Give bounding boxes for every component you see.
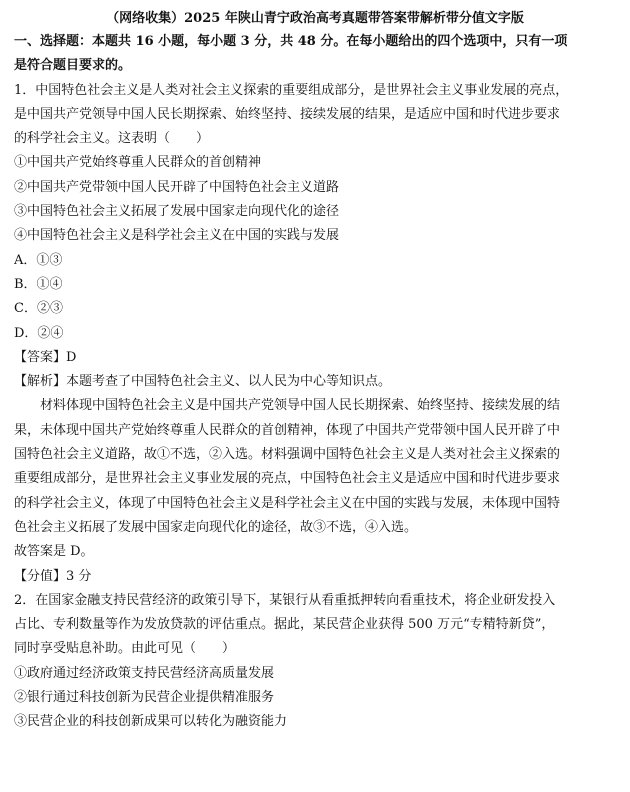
q1-option-b: B．①④ (14, 276, 63, 292)
q1-analysis-intro: 【解析】本题考查了中国特色社会主义、以人民为中心等知识点。 (14, 374, 392, 390)
q1-analysis-line-1: 材料体现中国特色社会主义是中国共产党领导中国人民长期探索、始终坚持、接续发展的结 (40, 398, 561, 414)
q2-statement-3: ③民营企业的科技创新成果可以转化为融资能力 (14, 714, 288, 730)
q1-option-d: D．②④ (14, 325, 64, 341)
q1-analysis-line-6: 色社会主义拓展了发展中国家走向现代化的途径，故③不选，④入选。 (14, 519, 418, 535)
q1-analysis-line-4: 重要组成部分，是世界社会主义事业发展的亮点，中国特色社会主义是适应中国和时代进步要求 (14, 471, 561, 487)
q1-statement-3: ③中国特色社会主义拓展了发展中国家走向现代化的途径 (14, 204, 340, 220)
q1-score: 【分值】3 分 (14, 568, 92, 584)
document-title: （网络收集）2025 年陕山青宁政治高考真题带答案带解析带分值文字版 (106, 11, 524, 26)
q2-statement-2: ②银行通过科技创新为民营企业提供精准服务 (14, 690, 275, 706)
q1-conclusion: 故答案是 D。 (14, 544, 94, 560)
q1-statement-2: ②中国共产党带领中国人民开辟了中国特色社会主义道路 (14, 179, 340, 195)
q1-analysis-line-2: 果，未体现中国共产党始终尊重人民群众的首创精神，体现了中国共产党带领中国人民开辟了中 (14, 422, 561, 438)
section-heading-line-1: 一、选择题：本题共 16 小题，每小题 3 分，共 48 分。在每小题给出的四个选项中，只有一项 (14, 34, 568, 49)
q1-analysis-line-3: 国特色社会主义道路，故①不选，②入选。材料强调中国特色社会主义是人类对社会主义探索的 (14, 447, 561, 463)
q2-stem-line-2: 占比、专利数量等作为发放贷款的评估重点。据此，某民营企业获得 500 万元“专精特新贷”， (14, 617, 555, 633)
question-1 (14, 79, 616, 589)
q1-option-c: C．②③ (14, 301, 63, 317)
q2-statement-1: ①政府通过经济政策支持民营经济高质量发展 (14, 665, 275, 681)
q1-analysis-line-5: 的科学社会主义，体现了中国特色社会主义是科学社会主义在中国的实践与发展，未体现中国特 (14, 495, 561, 511)
q1-option-a: A．①③ (14, 252, 63, 268)
section-heading-line-2: 是符合题目要求的。 (14, 58, 132, 74)
q1-stem-line-2: 是中国共产党领导中国人民长期探索、始终坚持、接续发展的结果，是适应中国和时代进步要求 (14, 106, 561, 122)
q1-stem-line-3: 的科学社会主义。这表明（ ） (14, 131, 210, 147)
q2-stem-line-1: 2．在国家金融支持民营经济的政策引导下，某银行从看重抵押转向看重技术，将企业研发投入 (14, 592, 556, 608)
q1-statement-1: ①中国共产党始终尊重人民群众的首创精神 (14, 155, 262, 171)
q1-answer: 【答案】D (14, 349, 77, 365)
question-2 (14, 589, 616, 735)
q2-stem-line-3: 同时享受贴息补助。由此可见（ ） (14, 641, 236, 657)
q1-statement-4: ④中国特色社会主义是科学社会主义在中国的实践与发展 (14, 228, 340, 244)
q1-stem-line-1: 1．中国特色社会主义是人类对社会主义探索的重要组成部分，是世界社会主义事业发展的亮点， (14, 82, 569, 98)
